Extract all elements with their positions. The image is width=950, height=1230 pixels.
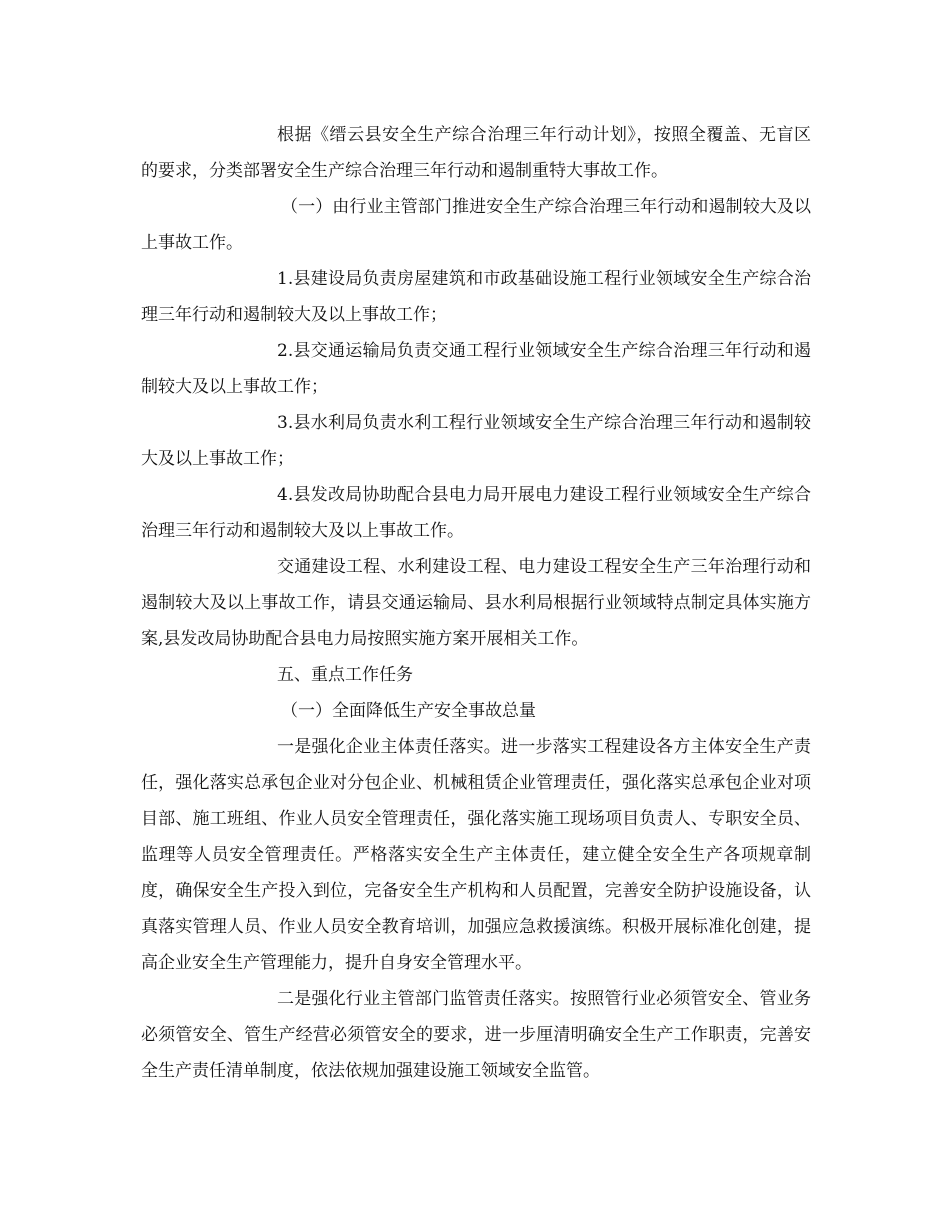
sub-heading-industry-departments: （一）由行业主管部门推进安全生产综合治理三年行动和遏制较大及以上事故工作。 <box>141 197 811 253</box>
paragraph-supervision-responsibility: 二是强化行业主管部门监管责任落实。按照管行业必须管安全、管业务必须管安全、管生产经营必须管安全的要求，进一步厘清明确安全生产工作职责，完善安全生产责任清单制度，依法依规加强建设施工领域安全监管。 <box>141 989 811 1081</box>
paragraph-intro: 根据《缙云县安全生产综合治理三年行动计划》，按照全覆盖、无盲区的要求，分类部署安全生产综合治理三年行动和遏制重特大事故工作。 <box>141 125 811 181</box>
paragraph-enterprise-responsibility: 一是强化企业主体责任落实。进一步落实工程建设各方主体安全生产责任，强化落实总承包企业对分包企业、机械租赁企业管理责任，强化落实总承包企业对项目部、施工班组、作业人员安全管理责任，强化落实施工现场项目负责人、专职安全员、监理等人员安全管理责任。严格落实安全生产主体责任，建立健全安全生产各项规章制度，确保安全生产投入到位，完备安全生产机构和人员配置，完善安全防护设施设备，认真落实管理人员、作业人员安全教育培训，加强应急救援演练。积极开展标准化创建，提高企业安全生产管理能力，提升自身安全管理水平。 <box>141 737 811 973</box>
sub-heading-reduce-accidents: （一）全面降低生产安全事故总量 <box>281 701 536 721</box>
paragraph-implementation-plan: 交通建设工程、水利建设工程、电力建设工程安全生产三年治理行动和遏制较大及以上事故工作，请县交通运输局、县水利局根据行业领域特点制定具体实施方案,县发改局协助配合县电力局按照实施方案开展相关工作。 <box>141 557 811 649</box>
list-item-water-bureau: 3.县水利局负责水利工程行业领域安全生产综合治理三年行动和遏制较大及以上事故工作； <box>141 413 811 469</box>
document-body <box>141 117 811 1089</box>
section-heading-key-tasks: 五、重点工作任务 <box>277 665 413 685</box>
list-item-transport-bureau: 2.县交通运输局负责交通工程行业领域安全生产综合治理三年行动和遏制较大及以上事故工作； <box>141 341 811 397</box>
list-item-development-bureau: 4.县发改局协助配合县电力局开展电力建设工程行业领域安全生产综合治理三年行动和遏制较大及以上事故工作。 <box>141 485 811 541</box>
list-item-construction-bureau: 1.县建设局负责房屋建筑和市政基础设施工程行业领域安全生产综合治理三年行动和遏制较大及以上事故工作； <box>141 269 811 325</box>
